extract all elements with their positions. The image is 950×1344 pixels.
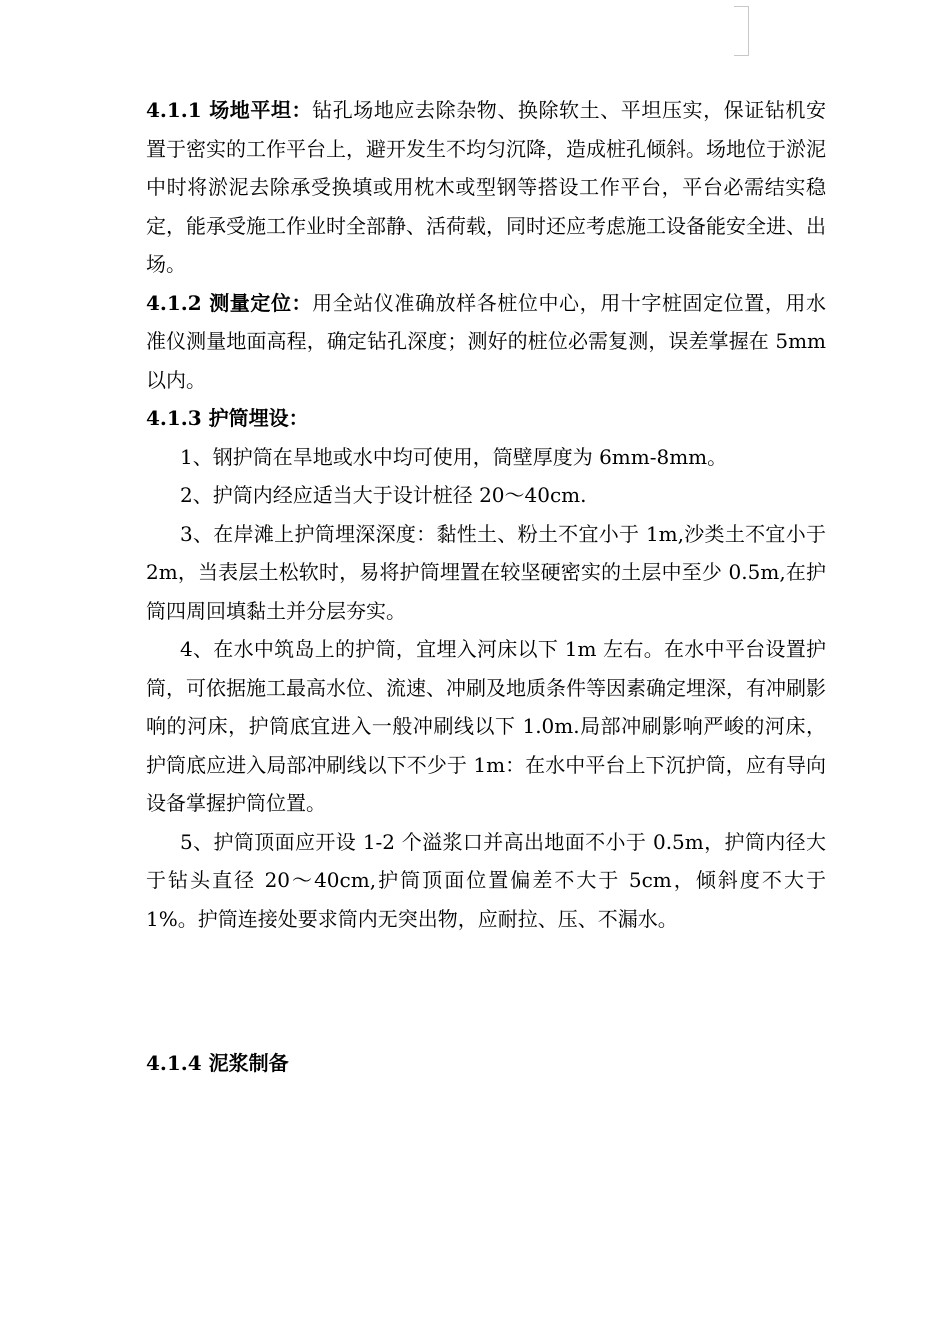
section-4-1-2	[146, 284, 826, 400]
list-item-3: 3、在岸滩上护筒埋深深度：黏性土、粉土不宜小于 1m,沙类土不宜小于 2m，当表层土松软时，易将护筒埋置在较坚硬密实的土层中至少 0.5m,在护筒四周回填黏土并分层夯实。	[146, 521, 826, 623]
document-body	[146, 91, 826, 938]
section-4-1-1-text: 钻孔场地应去除杂物、换除软土、平坦压实，保证钻机安置于密实的工作平台上，避开发生不均匀沉降，造成桩孔倾斜。场地位于淤泥中时将淤泥去除承受换填或用枕木或型钢等搭设工作平台，平台必需结实稳定，能承受施工作业时全部静、活荷载，同时还应考虑施工设备能安全进、出场。	[146, 98, 826, 276]
section-4-1-3-heading: 4.1.3 护筒埋设：	[146, 406, 309, 430]
section-4-1-2-heading: 4.1.2 测量定位：	[146, 290, 313, 315]
section-4-1-1	[146, 91, 826, 284]
list-item-1: 1、钢护筒在旱地或水中均可使用，筒壁厚度为 6mm-8mm。	[180, 444, 728, 469]
section-4-1-2-text: 用全站仪准确放样各桩位中心，用十字桩固定位置，用水准仪测量地面高程，确定钻孔深度；测好的桩位必需复测，误差掌握在 5mm 以内。	[146, 290, 826, 392]
section-4-1-3	[146, 399, 826, 438]
list-item-5: 5、护筒顶面应开设 1-2 个溢浆口并高出地面不小于 0.5m，护筒内径大于钻头直径 20～40cm,护筒顶面位置偏差不大于 5cm，倾斜度不大于 1%。护筒连接处要求筒内无突出物，应耐拉、压、不漏水。	[146, 829, 826, 931]
section-4-1-4-heading: 4.1.4 泥浆制备	[146, 1051, 289, 1075]
list-item-4: 4、在水中筑岛上的护筒，宜埋入河床以下 1m 左右。在水中平台设置护筒，可依据施工最高水位、流速、冲刷及地质条件等因素确定埋深，有冲刷影响的河床，护筒底宜进入一般冲刷线以下 1.0m.局部冲刷影响严峻的河床，护筒底应进入局部冲刷线以下不少于 1m：在水中平台上下沉护筒，应有导向设备掌握护筒位置。	[146, 637, 826, 815]
section-4-1-1-heading: 4.1.1 场地平坦：	[146, 98, 313, 122]
page-corner-mark	[734, 6, 749, 56]
list-item-2: 2、护筒内经应适当大于设计桩径 20～40cm.	[180, 483, 587, 507]
